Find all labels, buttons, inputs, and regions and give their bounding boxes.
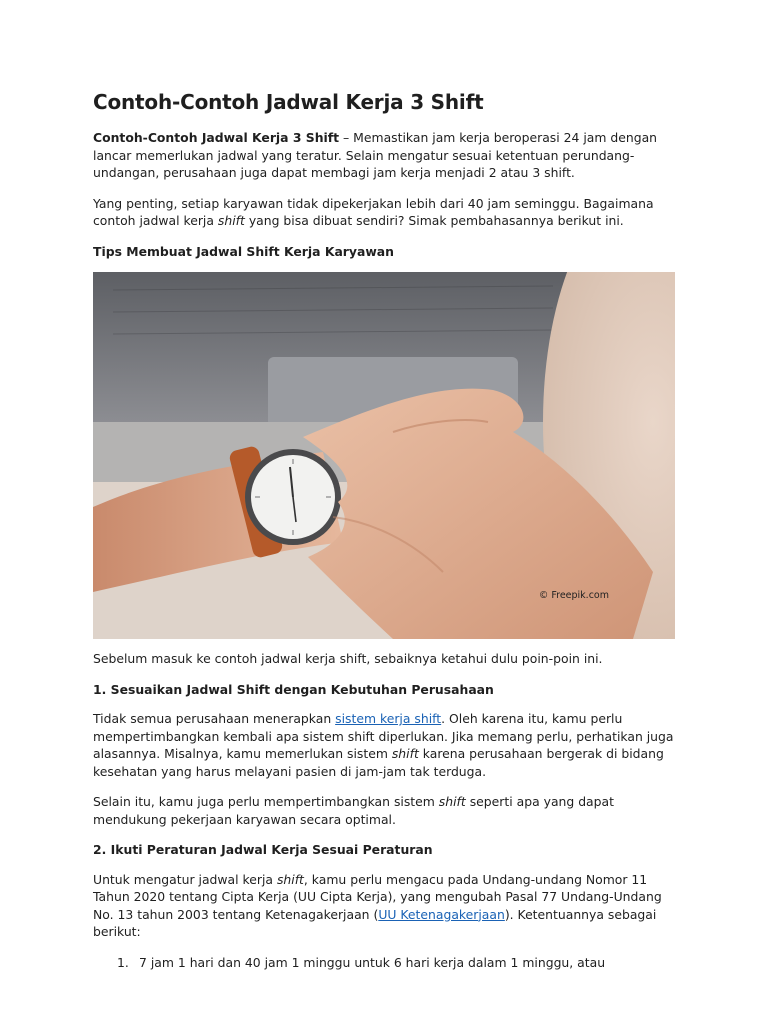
paragraph-40-hours bbox=[93, 195, 675, 230]
intro-text: – Memastikan jam kerja beroperasi 24 jam dengan lancar memerlukan jadwal yang teratur. Selain mengatur sesuai ketentuan perundang-undangan, perusahaan juga dapat membagi jam kerja menjadi 2 atau 3 shift. bbox=[93, 130, 658, 180]
section1-paragraph2 bbox=[93, 793, 675, 828]
text-run: Yang penting, setiap karyawan tidak dipekerjakan lebih dari 40 jam seminggu. Bagaimana contoh jadwal kerja bbox=[93, 195, 654, 228]
text-run: seperti apa yang dapat mendukung pekerjaan karyawan secara optimal. bbox=[93, 794, 614, 827]
list-item bbox=[93, 954, 675, 972]
list-number: 1. bbox=[117, 954, 129, 970]
wristwatch-photo bbox=[93, 272, 675, 639]
italic-shift: shift bbox=[217, 213, 245, 228]
document-content bbox=[93, 88, 675, 971]
section1-paragraph1 bbox=[93, 710, 675, 780]
text-run: Tidak semua perusahaan menerapkan bbox=[93, 711, 336, 726]
text-run: Untuk mengatur jadwal kerja bbox=[93, 871, 277, 887]
image-watermark: © Freepik.com bbox=[538, 590, 609, 601]
text-run: yang bisa dibuat sendiri? Simak pembahasannya berikut ini. bbox=[244, 213, 624, 228]
list-text: 7 jam 1 hari dan 40 jam 1 minggu untuk 6 hari kerja dalam 1 minggu, atau bbox=[139, 954, 606, 970]
intro-lead: Contoh-Contoh Jadwal Kerja 3 Shift bbox=[93, 130, 340, 145]
text-run: . Oleh karena itu, kamu perlu mempertimbangkan kembali apa sistem shift diperlukan. Jika memang perlu, perhatikan juga alasannya. Misalnya, kamu memerlukan sistem bbox=[93, 711, 674, 761]
section2-heading: 2. Ikuti Peraturan Jadwal Kerja Sesuai Peraturan bbox=[93, 842, 433, 857]
section1-heading: 1. Sesuaikan Jadwal Shift dengan Kebutuhan Perusahaan bbox=[93, 681, 494, 697]
link-uu-ketenagakerjaan[interactable] bbox=[378, 907, 505, 922]
link-text: UU Ketenagakerjaan bbox=[378, 906, 505, 922]
wristwatch-illustration bbox=[93, 272, 675, 639]
link-sistem-kerja-shift[interactable] bbox=[335, 711, 441, 726]
text-run: karena perusahaan bergerak di bidang kesehatan yang harus melayani pasien di jam-jam tak terduga. bbox=[93, 746, 664, 779]
text-run: ). Ketentuannya sebagai berikut: bbox=[93, 906, 657, 939]
link-text: sistem kerja shift bbox=[335, 711, 442, 726]
text-run: Selain itu, kamu juga perlu mempertimbangkan sistem bbox=[93, 794, 439, 809]
paragraph-before-points: Sebelum masuk ke contoh jadwal kerja shift, sebaiknya ketahui dulu poin-poin ini. bbox=[93, 651, 603, 666]
subheading-tips: Tips Membuat Jadwal Shift Kerja Karyawan bbox=[93, 243, 394, 259]
page-title: Contoh-Contoh Jadwal Kerja 3 Shift bbox=[93, 90, 484, 114]
section2-paragraph1 bbox=[93, 871, 675, 941]
regulation-list bbox=[93, 954, 675, 972]
italic-shift: shift bbox=[276, 871, 304, 887]
italic-shift: shift bbox=[391, 746, 419, 761]
text-run: , kamu perlu mengacu pada Undang-undang Nomor 11 Tahun 2020 tentang Cipta Kerja (UU Cipta Kerja), yang mengubah Pasal 77 Undang-Undang No. 13 tahun 2003 tentang Ketenagakerjaan ( bbox=[93, 871, 662, 922]
italic-shift: shift bbox=[438, 794, 466, 809]
intro-paragraph bbox=[93, 129, 675, 182]
